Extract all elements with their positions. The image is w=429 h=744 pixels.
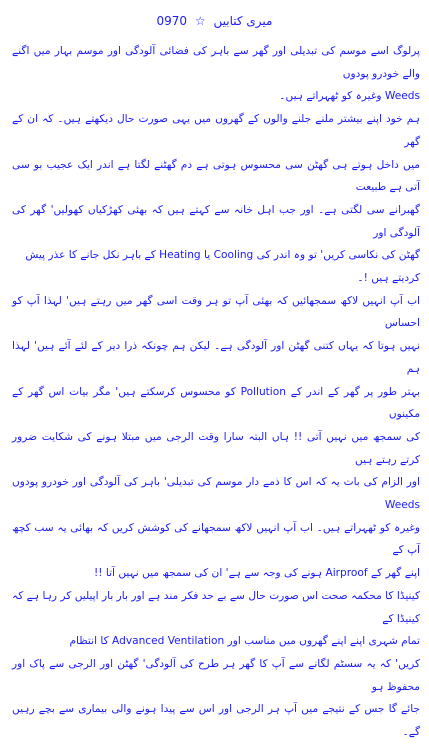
- paragraph-2: [12, 108, 420, 290]
- text-line: گھبرانے سی لگتی ہے۔ اور جب اہل خانہ سے کہتے ہیں کہ بھئی کھڑکیاں کھولیں' گھر کی آلودگی اور: [12, 203, 420, 239]
- paragraph-3: [12, 290, 420, 585]
- paragraph-1: [12, 40, 420, 108]
- text-line: کردیتے ہیں !۔: [357, 272, 420, 285]
- text-line: تمام شہری اپنے اپنے گھروں میں مناسب اور Advanced Ventilation کا انتظام: [69, 635, 420, 648]
- book-title: میری کتابیں: [213, 14, 273, 28]
- text-line: جائے گا جس کے نتیجے میں آپ ہر الرجی اور اس سے پیدا ہونے والی بیماری سے بچے رہیں گے۔: [12, 703, 420, 739]
- page-number: 0970: [156, 14, 188, 28]
- text-line: اپنے گھر کے Airproof ہونے کی وجہ سے ہے' ان کی سمجھ میں نہیں آتا !!: [93, 567, 420, 580]
- text-line: وغیرہ کو ٹھہراتے ہیں۔ اب آپ انہیں لاکھ سمجھانے کی کوشش کریں کہ بھائی یہ سب کچھ آپ کے: [12, 521, 420, 557]
- star-icon: ☆: [194, 14, 206, 28]
- text-line: ہم خود اپنے بیشتر ملنے جلنے والوں کے گھروں میں یہی صورت حال دیکھتے ہیں۔ کہ ان کے گھر: [12, 113, 420, 148]
- text-line: بہتر طور پر گھر کے اندر کے Pollution کو محسوس کرسکتے ہیں' مگر بیات اس گھر کے مکینوں: [12, 385, 420, 421]
- article-body: [12, 40, 420, 744]
- text-line: اب آپ انہیں لاکھ سمجھائیں کہ بھئی آپ تو ہر وقت اسی گھر میں رہتے ہیں' لہذا آپ کو احساس: [12, 294, 420, 330]
- text-line: Weeds وغیرہ کو ٹھہراتے ہیں۔: [279, 90, 420, 103]
- text-line: نہیں ہوتا کہ یہاں کتنی گھٹن اور آلودگی ہے۔ لیکن ہم چونکہ ذرا دیر کے لئے آئے ہیں' لہذا ہم: [12, 340, 420, 375]
- page-title: [0, 12, 429, 30]
- text-line: میں داخل ہوتے ہی گھٹن سی محسوس ہوتی ہے دم گھٹنے لگتا ہے اندر ایک عجیب بو سی آتی ہے طبیعت: [12, 158, 420, 194]
- text-line: کی سمجھ میں نہیں آتی !! ہاں البتہ سارا وقت الرجی میں مبتلا ہونے کی شکایت ضرور کرتے رہتے ہیں: [12, 430, 420, 466]
- text-line: کریں' کہ یہ سسٹم لگانے سے آپ کا گھر ہر طرح کی آلودگی' گھٹن اور الرجی سے پاک اور محفوظ ہو: [12, 657, 420, 693]
- text-line: پرلوگ اسے موسم کی تبدیلی اور گھر سے باہر کی فضائی آلودگی اور موسم بہار میں اگنے والے خودرو پودوں: [12, 45, 420, 80]
- paragraph-4: [12, 585, 420, 744]
- text-line: کینیڈا کا محکمہ صحت اس صورت حال سے بے حد فکر مند ہے اور بار بار اپیلیں کر رہا ہے کہ کینیڈا کے: [12, 589, 420, 625]
- text-line: گھٹن کی نکاسی کریں' تو وہ اندر کی Cooling یا Heating کے باہر نکل جانے کا عذر پیش: [25, 249, 420, 262]
- text-line: اور الزام کی بات یہ کہ اس کا ذمے دار موسم کی تبدیلی' باہر کی آلودگی اور خودرو پودوں Weeds: [12, 476, 420, 512]
